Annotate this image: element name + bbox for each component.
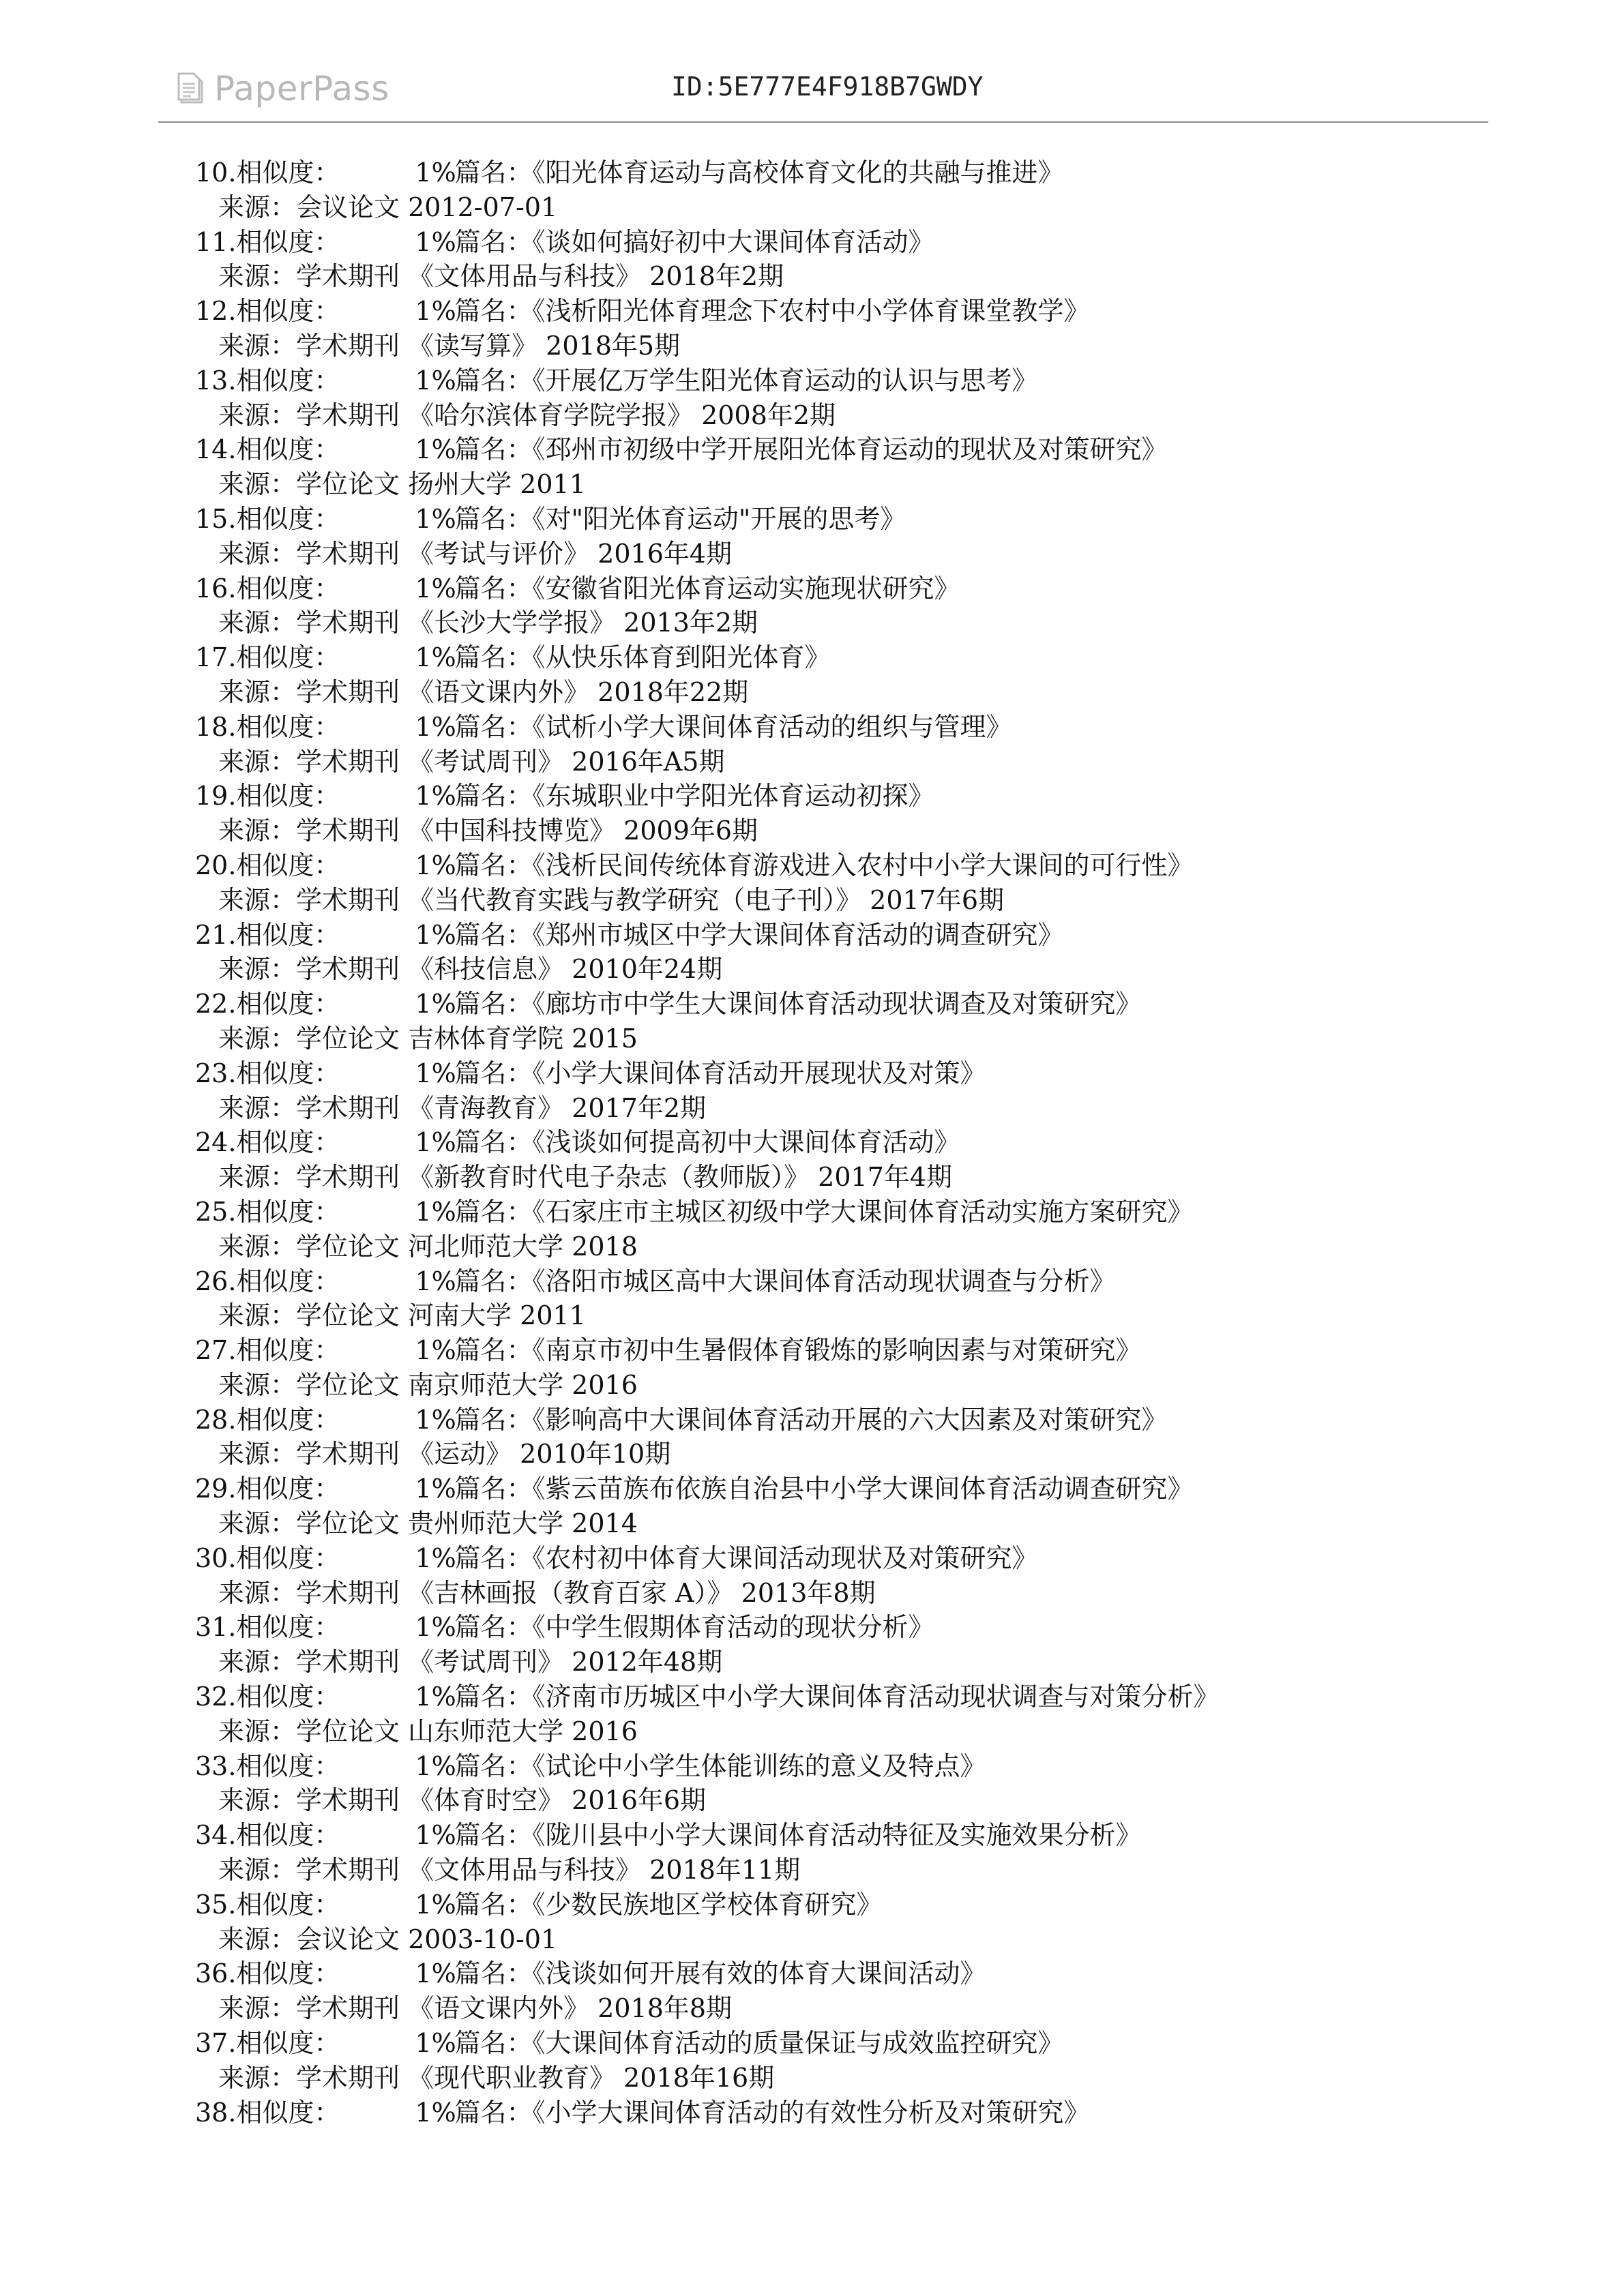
- similarity-percent: 1%: [415, 1196, 456, 1227]
- paper-title: 篇名：《开展亿万学生阳光体育运动的认识与思考》: [454, 365, 1038, 396]
- paper-title: 篇名：《邳州市初级中学开展阳光体育运动的现状及对策研究》: [454, 434, 1168, 465]
- similarity-label: 相似度：: [236, 781, 340, 811]
- logo-text: PaperPass: [214, 69, 389, 108]
- entry-source: 来源：学术期刊 《体育时空》 2016年6期: [218, 1785, 707, 1816]
- entry-number: 14.: [195, 434, 237, 465]
- paper-title: 篇名：《安徽省阳光体育运动实施现状研究》: [454, 573, 960, 603]
- similarity-percent: 1%: [415, 2097, 456, 2128]
- list-item: [195, 1472, 1464, 1541]
- entry-source: 来源：学术期刊 《语文课内外》 2018年22期: [218, 676, 749, 707]
- similarity-percent: 1%: [415, 1404, 456, 1435]
- list-item: [195, 1749, 1464, 1819]
- entry-title-line: [195, 225, 1464, 260]
- document-icon: [177, 71, 205, 106]
- similarity-label: 相似度：: [236, 1058, 340, 1088]
- list-item: [195, 710, 1464, 779]
- entry-title-line: [195, 502, 1464, 537]
- similarity-percent: 1%: [415, 434, 456, 465]
- similarity-percent: 1%: [415, 989, 456, 1019]
- similarity-list: [195, 155, 1464, 2130]
- similarity-label: 相似度：: [236, 1682, 340, 1712]
- similarity-label: 相似度：: [236, 1542, 340, 1573]
- similarity-percent: 1%: [415, 1612, 456, 1643]
- entry-number: 29.: [195, 1474, 237, 1504]
- entry-title-line: [195, 155, 1464, 190]
- entry-source: 来源：学术期刊 《语文课内外》 2018年8期: [218, 1993, 733, 2024]
- entry-number: 35.: [195, 1889, 237, 1920]
- similarity-percent: 1%: [415, 642, 456, 673]
- entry-number: 32.: [195, 1682, 237, 1712]
- list-item: [195, 1956, 1464, 2026]
- entry-number: 38.: [195, 2097, 237, 2128]
- entry-source: 来源：学术期刊 《吉林画报（教育百家 A）》 2013年8期: [218, 1577, 876, 1608]
- entry-number: 22.: [195, 989, 237, 1019]
- entry-number: 16.: [195, 573, 237, 603]
- similarity-percent: 1%: [415, 1335, 456, 1366]
- paperpass-logo: [177, 71, 389, 106]
- paper-title: 篇名：《济南市历城区中小学大课间体育活动现状调查与对策分析》: [454, 1682, 1220, 1712]
- entry-source: 来源：学术期刊 《运动》 2010年10期: [218, 1439, 671, 1470]
- entry-number: 25.: [195, 1196, 237, 1227]
- similarity-label: 相似度：: [236, 1474, 340, 1504]
- entry-title-line: [195, 1195, 1464, 1229]
- similarity-label: 相似度：: [236, 1889, 340, 1920]
- similarity-label: 相似度：: [236, 1958, 340, 1989]
- paper-title: 篇名：《廊坊市中学生大课间体育活动现状调查及对策研究》: [454, 989, 1142, 1019]
- entry-source: 来源：学术期刊 《中国科技博览》 2009年6期: [218, 816, 758, 846]
- entry-title-line: [195, 2096, 1464, 2130]
- entry-number: 12.: [195, 296, 237, 327]
- similarity-percent: 1%: [415, 711, 456, 742]
- entry-source: 来源：会议论文 2003-10-01: [218, 1924, 558, 1954]
- list-item: [195, 1610, 1464, 1680]
- entry-title-line: [195, 1956, 1464, 1991]
- entry-source: 来源：学术期刊 《哈尔滨体育学院学报》 2008年2期: [218, 400, 836, 430]
- paper-title: 篇名：《谈如何搞好初中大课间体育活动》: [454, 226, 934, 257]
- similarity-percent: 1%: [415, 573, 456, 603]
- paper-title: 篇名：《浅谈如何提高初中大课间体育活动》: [454, 1127, 960, 1158]
- similarity-percent: 1%: [415, 1127, 456, 1158]
- entry-number: 13.: [195, 365, 237, 396]
- list-item: [195, 502, 1464, 571]
- entry-title-line: [195, 779, 1464, 814]
- list-item: [195, 2096, 1464, 2130]
- entry-source: 来源：学位论文 河南大学 2011: [218, 1300, 586, 1331]
- entry-number: 27.: [195, 1335, 237, 1366]
- list-item: [195, 1333, 1464, 1403]
- list-item: [195, 363, 1464, 433]
- entry-title-line: [195, 1680, 1464, 1714]
- list-item: [195, 1195, 1464, 1264]
- paper-title: 篇名：《陇川县中小学大课间体育活动特征及实施效果分析》: [454, 1820, 1142, 1851]
- entry-source: 来源：学位论文 河北师范大学 2018: [218, 1231, 638, 1262]
- entry-number: 10.: [195, 158, 237, 188]
- entry-source: 来源：学术期刊 《考试与评价》 2016年4期: [218, 538, 733, 569]
- similarity-label: 相似度：: [236, 989, 340, 1019]
- entry-title-line: [195, 1403, 1464, 1437]
- entry-title-line: [195, 1125, 1464, 1160]
- paper-title: 篇名：《对"阳光体育运动"开展的思考》: [454, 503, 906, 534]
- paper-title: 篇名：《中学生假期体育活动的现状分析》: [454, 1612, 934, 1643]
- similarity-label: 相似度：: [236, 226, 340, 257]
- list-item: [195, 779, 1464, 848]
- similarity-percent: 1%: [415, 1058, 456, 1088]
- similarity-label: 相似度：: [236, 711, 340, 742]
- similarity-label: 相似度：: [236, 1127, 340, 1158]
- paper-title: 篇名：《紫云苗族布依族自治县中小学大课间体育活动调查研究》: [454, 1474, 1194, 1504]
- list-item: [195, 1056, 1464, 1126]
- entry-source: 来源：学位论文 吉林体育学院 2015: [218, 1023, 638, 1054]
- paper-title: 篇名：《洛阳市城区高中大课间体育活动现状调查与分析》: [454, 1266, 1116, 1296]
- list-item: [195, 1403, 1464, 1472]
- similarity-percent: 1%: [415, 781, 456, 811]
- list-item: [195, 155, 1464, 225]
- entry-title-line: [195, 1818, 1464, 1853]
- similarity-label: 相似度：: [236, 573, 340, 603]
- entry-number: 28.: [195, 1404, 237, 1435]
- similarity-label: 相似度：: [236, 642, 340, 673]
- entry-title-line: [195, 571, 1464, 606]
- list-item: [195, 1680, 1464, 1749]
- list-item: [195, 225, 1464, 295]
- entry-source: 来源：学术期刊 《读写算》 2018年5期: [218, 330, 681, 361]
- paper-title: 篇名：《浅析民间传统体育游戏进入农村中小学大课间的可行性》: [454, 850, 1194, 880]
- entry-title-line: [195, 1749, 1464, 1784]
- entry-number: 30.: [195, 1542, 237, 1573]
- list-item: [195, 918, 1464, 987]
- similarity-label: 相似度：: [236, 1820, 340, 1851]
- similarity-percent: 1%: [415, 158, 456, 188]
- paper-title: 篇名：《南京市初中生暑假体育锻炼的影响因素与对策研究》: [454, 1335, 1142, 1366]
- similarity-percent: 1%: [415, 226, 456, 257]
- entry-number: 24.: [195, 1127, 237, 1158]
- entry-title-line: [195, 294, 1464, 329]
- entry-source: 来源：学术期刊 《青海教育》 2017年2期: [218, 1092, 707, 1123]
- similarity-label: 相似度：: [236, 365, 340, 396]
- list-item: [195, 1125, 1464, 1195]
- entry-number: 36.: [195, 1958, 237, 1989]
- entry-number: 26.: [195, 1266, 237, 1296]
- entry-source: 来源：学术期刊 《现代职业教育》 2018年16期: [218, 2062, 775, 2093]
- entry-source: 来源：学位论文 贵州师范大学 2014: [218, 1508, 638, 1539]
- similarity-percent: 1%: [415, 365, 456, 396]
- document-id: ID:5E777E4F918B7GWDY: [671, 72, 984, 102]
- similarity-label: 相似度：: [236, 850, 340, 880]
- similarity-percent: 1%: [415, 1542, 456, 1573]
- entry-number: 33.: [195, 1750, 237, 1781]
- paper-title: 篇名：《试论中小学生体能训练的意义及特点》: [454, 1750, 986, 1781]
- entry-number: 31.: [195, 1612, 237, 1643]
- paper-title: 篇名：《大课间体育活动的质量保证与成效监控研究》: [454, 2028, 1064, 2059]
- similarity-percent: 1%: [415, 1266, 456, 1296]
- paper-title: 篇名：《小学大课间体育活动的有效性分析及对策研究》: [454, 2097, 1090, 2128]
- page-header: [158, 65, 1488, 123]
- list-item: [195, 1888, 1464, 1957]
- similarity-label: 相似度：: [236, 1404, 340, 1435]
- entry-number: 20.: [195, 850, 237, 880]
- similarity-label: 相似度：: [236, 503, 340, 534]
- similarity-label: 相似度：: [236, 2097, 340, 2128]
- entry-source: 来源：会议论文 2012-07-01: [218, 192, 558, 222]
- entry-source: 来源：学术期刊 《长沙大学学报》 2013年2期: [218, 608, 758, 638]
- paper-title: 篇名：《石家庄市主城区初级中学大课间体育活动实施方案研究》: [454, 1196, 1194, 1227]
- entry-title-line: [195, 432, 1464, 467]
- entry-number: 15.: [195, 503, 237, 534]
- paper-title: 篇名：《浅析阳光体育理念下农村中小学体育课堂教学》: [454, 296, 1090, 327]
- list-item: [195, 848, 1464, 918]
- entry-title-line: [195, 710, 1464, 745]
- similarity-percent: 1%: [415, 850, 456, 880]
- list-item: [195, 432, 1464, 502]
- list-item: [195, 1541, 1464, 1611]
- entry-source: 来源：学术期刊 《考试周刊》 2016年A5期: [218, 746, 725, 777]
- similarity-percent: 1%: [415, 919, 456, 950]
- similarity-label: 相似度：: [236, 1335, 340, 1366]
- similarity-label: 相似度：: [236, 1196, 340, 1227]
- entry-source: 来源：学位论文 扬州大学 2011: [218, 469, 586, 500]
- entry-number: 19.: [195, 781, 237, 811]
- entry-title-line: [195, 1264, 1464, 1299]
- list-item: [195, 640, 1464, 710]
- entry-source: 来源：学术期刊 《新教育时代电子杂志（教师版）》 2017年4期: [218, 1162, 953, 1193]
- paper-title: 篇名：《少数民族地区学校体育研究》: [454, 1889, 883, 1920]
- entry-number: 23.: [195, 1058, 237, 1088]
- entry-title-line: [195, 1333, 1464, 1368]
- entry-title-line: [195, 1472, 1464, 1506]
- list-item: [195, 2026, 1464, 2096]
- entry-number: 11.: [195, 226, 237, 257]
- similarity-percent: 1%: [415, 2028, 456, 2059]
- entry-title-line: [195, 363, 1464, 398]
- header-divider: [158, 121, 1488, 123]
- entry-title-line: [195, 1541, 1464, 1576]
- similarity-label: 相似度：: [236, 158, 340, 188]
- entry-title-line: [195, 987, 1464, 1022]
- similarity-label: 相似度：: [236, 1612, 340, 1643]
- entry-number: 18.: [195, 711, 237, 742]
- similarity-label: 相似度：: [236, 296, 340, 327]
- similarity-label: 相似度：: [236, 1266, 340, 1296]
- list-item: [195, 294, 1464, 363]
- entry-title-line: [195, 2026, 1464, 2061]
- similarity-percent: 1%: [415, 503, 456, 534]
- entry-number: 34.: [195, 1820, 237, 1851]
- similarity-label: 相似度：: [236, 919, 340, 950]
- similarity-label: 相似度：: [236, 2028, 340, 2059]
- similarity-label: 相似度：: [236, 1750, 340, 1781]
- similarity-percent: 1%: [415, 1958, 456, 1989]
- list-item: [195, 571, 1464, 641]
- entry-source: 来源：学术期刊 《科技信息》 2010年24期: [218, 954, 723, 985]
- paper-title: 篇名：《郑州市城区中学大课间体育活动的调查研究》: [454, 919, 1064, 950]
- entry-source: 来源：学位论文 山东师范大学 2016: [218, 1716, 638, 1746]
- paper-title: 篇名：《试析小学大课间体育活动的组织与管理》: [454, 711, 1012, 742]
- entry-title-line: [195, 848, 1464, 883]
- entry-number: 17.: [195, 642, 237, 673]
- entry-source: 来源：学术期刊 《文体用品与科技》 2018年11期: [218, 1855, 801, 1885]
- similarity-percent: 1%: [415, 1750, 456, 1781]
- paper-title: 篇名：《影响高中大课间体育活动开展的六大因素及对策研究》: [454, 1404, 1168, 1435]
- similarity-percent: 1%: [415, 296, 456, 327]
- entry-number: 37.: [195, 2028, 237, 2059]
- similarity-label: 相似度：: [236, 434, 340, 465]
- list-item: [195, 1818, 1464, 1888]
- paper-title: 篇名：《浅谈如何开展有效的体育大课间活动》: [454, 1958, 986, 1989]
- paper-title: 篇名：《农村初中体育大课间活动现状及对策研究》: [454, 1542, 1038, 1573]
- entry-source: 来源：学术期刊 《考试周刊》 2012年48期: [218, 1647, 723, 1678]
- entry-title-line: [195, 1888, 1464, 1922]
- list-item: [195, 1264, 1464, 1334]
- entry-source: 来源：学术期刊 《文体用品与科技》 2018年2期: [218, 261, 784, 292]
- similarity-percent: 1%: [415, 1474, 456, 1504]
- paper-title: 篇名：《小学大课间体育活动开展现状及对策》: [454, 1058, 986, 1088]
- similarity-percent: 1%: [415, 1682, 456, 1712]
- list-item: [195, 987, 1464, 1056]
- entry-title-line: [195, 1610, 1464, 1645]
- entry-source: 来源：学术期刊 《当代教育实践与教学研究（电子刊）》 2017年6期: [218, 884, 1005, 915]
- paper-title: 篇名：《从快乐体育到阳光体育》: [454, 642, 831, 673]
- entry-title-line: [195, 918, 1464, 953]
- entry-number: 21.: [195, 919, 237, 950]
- entry-title-line: [195, 640, 1464, 675]
- paper-title: 篇名：《东城职业中学阳光体育运动初探》: [454, 781, 934, 811]
- similarity-percent: 1%: [415, 1889, 456, 1920]
- entry-source: 来源：学位论文 南京师范大学 2016: [218, 1369, 638, 1400]
- entry-title-line: [195, 1056, 1464, 1091]
- paper-title: 篇名：《阳光体育运动与高校体育文化的共融与推进》: [454, 158, 1064, 188]
- similarity-percent: 1%: [415, 1820, 456, 1851]
